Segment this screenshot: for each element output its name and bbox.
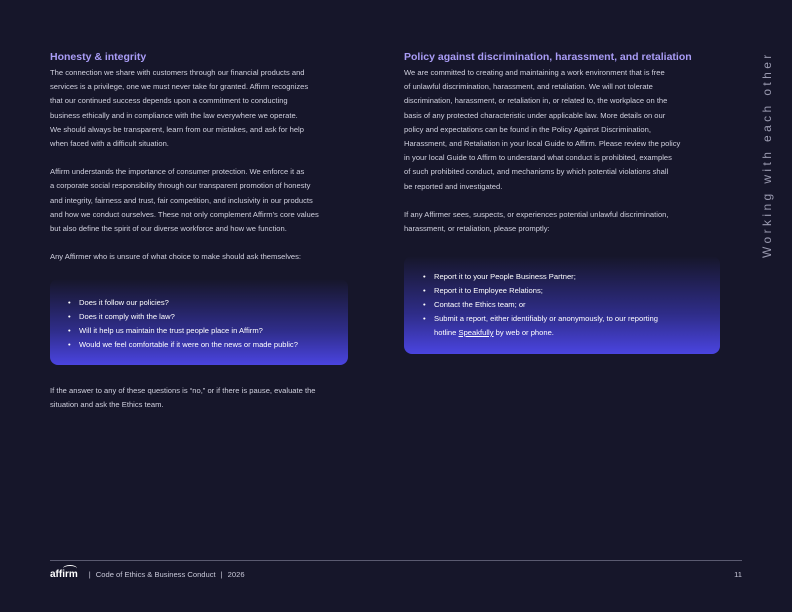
section-side-tab: Working with each other	[760, 51, 774, 258]
footer-year: 2026	[227, 570, 245, 579]
list-item: • Does it follow our policies?	[68, 296, 348, 310]
list-item: • Does it comply with the law?	[68, 310, 348, 324]
policy-paragraph-2: If any Affirmer sees, suspects, or experiences potential unlawful discrimination, harassment, or retaliation, please promptly:	[404, 209, 669, 234]
questions-callout	[50, 279, 348, 365]
list-item: • Report it to Employee Relations;	[423, 284, 720, 298]
reporting-list	[404, 256, 720, 340]
policy-paragraph-1: We are committed to creating and maintaining a work environment that is free of unlawful discrimination, harassment, and retaliation. We will not tolerate discrimination, harassment, or retaliation in, or related to, the workplace on the basis of any protected characteristic under applicable law. More details on our policy and expectations can be found in the Policy Against Discrimination, Harassment, and Retaliation in your local Guide to Affirm. Please review the policy in your local Guide to Affirm to understand what conduct is prohibited, examples of such prohibited conduct, and mechanisms by which potential violations shall be reported and investigated.	[404, 68, 681, 191]
section-heading-honesty: Honesty & integrity	[50, 51, 147, 63]
honesty-paragraph-2: Affirm understands the importance of consumer protection. We enforce it as a corporate social responsibility through our transparent promotion of honesty and integrity, fairness and trust, fair competition, and inclusivity in our products and how we conduct ourselves. These not only complement Affirm's core values but also define the spirit of our diverse workforce and how we function.	[50, 167, 319, 234]
questions-list	[50, 279, 348, 352]
footer-separator: |	[220, 570, 223, 579]
page-number: 11	[734, 570, 742, 579]
section-heading-policy: Policy against discrimination, harassment, and retaliation	[404, 51, 692, 63]
list-item: • Would we feel comfortable if it were on the news or made public?	[68, 338, 348, 352]
right-column	[404, 50, 720, 236]
reporting-callout	[404, 256, 720, 354]
list-item: • Submit a report, either identifiably or anonymously, to our reporting hotline Speakfully by web or phone.	[423, 312, 720, 340]
left-column	[50, 50, 350, 264]
affirm-logo: affirm	[50, 569, 78, 580]
list-item: • Contact the Ethics team; or	[423, 298, 720, 312]
list-item: • Will it help us maintain the trust people place in Affirm?	[68, 324, 348, 338]
speakfully-link[interactable]: Speakfully	[458, 328, 494, 337]
list-item: • Report it to your People Business Partner;	[423, 270, 720, 284]
honesty-paragraph-4: If the answer to any of these questions is “no,” or if there is pause, evaluate the situation and ask the Ethics team.	[50, 386, 316, 410]
honesty-paragraph-3: Any Affirmer who is unsure of what choice to make should ask themselves:	[50, 252, 301, 262]
footer-divider	[50, 560, 742, 561]
footer-doc-title: Code of Ethics & Business Conduct	[95, 570, 216, 579]
footer-separator: |	[88, 570, 91, 579]
footer	[50, 569, 742, 580]
honesty-paragraph-1: The connection we share with customers through our financial products and services is a privilege, one we must never take for granted. Affirm recognizes that our continued success depends upon a commitment to conducting business ethically and in compliance with the law everywhere we operate. We should always be transparent, learn from our mistakes, and ask for help when faced with a difficult situation.	[50, 68, 309, 149]
